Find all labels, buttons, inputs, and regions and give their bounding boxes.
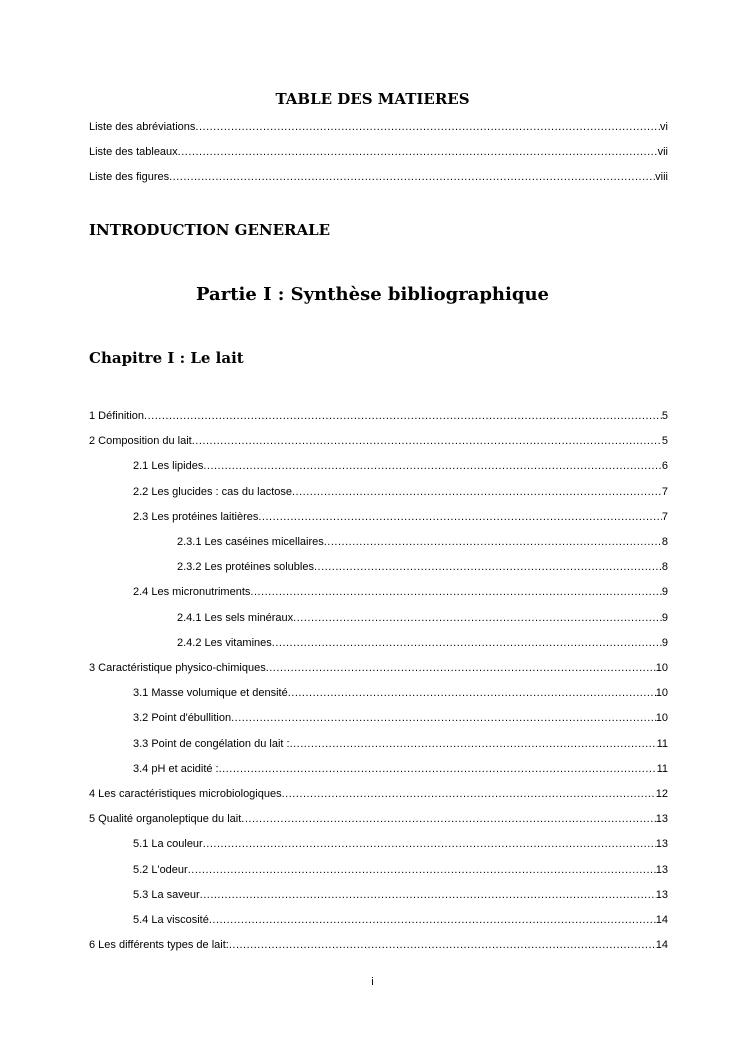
toc-entry-page: vii — [657, 146, 668, 158]
toc-entry[interactable] — [133, 837, 668, 851]
intro-heading: INTRODUCTION GENERALE — [89, 221, 331, 239]
toc-entry-label: 1 Définition — [89, 410, 145, 422]
toc-entry-label: 2.4 Les micronutriments — [133, 586, 251, 599]
toc-entry[interactable] — [89, 434, 668, 448]
toc-entry-page: 8 — [661, 561, 668, 574]
toc-entry[interactable] — [89, 812, 668, 826]
toc-entry[interactable] — [177, 611, 668, 625]
toc-entry[interactable] — [89, 145, 668, 159]
toc-entry[interactable] — [177, 535, 668, 549]
toc-entry[interactable] — [133, 737, 668, 751]
toc-entry-page: 6 — [661, 460, 668, 473]
toc-entry-page: 13 — [655, 888, 668, 901]
toc-entry-label: 6 Les différents types de lait: — [89, 939, 229, 952]
toc-entry-label: 5.1 La couleur — [133, 838, 203, 851]
chapter-heading: Chapitre I : Le lait — [89, 349, 244, 367]
toc-entry-label: 3.1 Masse volumique et densité — [133, 687, 288, 700]
dot-leader — [258, 510, 662, 524]
toc-entry[interactable] — [89, 661, 668, 675]
toc-entry[interactable] — [89, 409, 668, 423]
dot-leader — [192, 434, 662, 448]
toc-entry-label: 2.3.2 Les protéines solubles — [177, 561, 314, 574]
toc-entry-page: 10 — [655, 687, 668, 700]
toc-entry-page: 11 — [656, 762, 668, 775]
dot-leader — [250, 585, 661, 599]
dot-leader — [169, 170, 655, 184]
dot-leader — [144, 409, 662, 423]
toc-entry[interactable] — [133, 485, 668, 499]
toc-entry-page: 10 — [655, 712, 668, 725]
toc-entry-label: 3.3 Point de congélation du lait : — [133, 737, 290, 750]
dot-leader — [288, 686, 656, 700]
toc-entry-page: 14 — [655, 914, 668, 926]
toc-entry-page: viii — [655, 171, 668, 183]
toc-entry-label: 5.2 L'odeur — [133, 863, 188, 876]
dot-leader — [324, 535, 662, 549]
toc-entry-label: 2.2 Les glucides : cas du lactose — [133, 485, 292, 498]
dot-leader — [231, 711, 656, 725]
toc-entry-page: 13 — [655, 838, 668, 851]
toc-entry-page: 13 — [655, 813, 668, 826]
dot-leader — [188, 863, 656, 877]
toc-entry-label: 2.3.1 Les caséines micellaires — [177, 536, 324, 548]
toc-entry-page: 5 — [661, 410, 668, 422]
dot-leader — [219, 762, 657, 776]
dot-leader — [290, 737, 657, 751]
dot-leader — [314, 560, 662, 574]
toc-entry[interactable] — [89, 170, 668, 184]
toc-entry-page: 9 — [661, 636, 668, 649]
toc-entry-label: 5.4 La viscosité — [133, 914, 209, 926]
toc-entry-label: 3.4 pH et acidité : — [133, 762, 219, 775]
toc-entry-label: 2.1 Les lipides — [133, 460, 204, 473]
dot-leader — [200, 888, 656, 902]
toc-entry-page: 8 — [661, 536, 668, 548]
toc-entry-page: 11 — [656, 737, 668, 750]
toc-entry-label: 2 Composition du lait — [89, 435, 192, 448]
toc-entry[interactable] — [133, 762, 668, 776]
toc-entry[interactable] — [133, 510, 668, 524]
dot-leader — [241, 812, 655, 826]
dot-leader — [272, 636, 662, 650]
part-heading: Partie I : Synthèse bibliographique — [196, 284, 549, 305]
toc-entry[interactable] — [89, 938, 668, 952]
toc-entry-page: 14 — [655, 939, 668, 952]
toc-entry[interactable] — [177, 636, 668, 650]
toc-entry-label: 2.3 Les protéines laitières — [133, 510, 259, 523]
toc-entry[interactable] — [177, 560, 668, 574]
toc-entry-label: Liste des figures — [89, 171, 170, 183]
toc-entry-label: Liste des tableaux — [89, 146, 178, 158]
toc-entry-page: 9 — [661, 611, 668, 624]
toc-entry-page: 5 — [661, 435, 668, 448]
dot-leader — [203, 459, 662, 473]
toc-entry-page: 9 — [661, 586, 668, 599]
toc-entry[interactable] — [133, 888, 668, 902]
toc-entry-label: 2.4.1 Les sels minéraux — [177, 611, 294, 624]
page-number: i — [371, 976, 374, 988]
toc-entry[interactable] — [133, 913, 668, 927]
toc-entry[interactable] — [133, 863, 668, 877]
dot-leader — [203, 837, 656, 851]
toc-entry-page: vi — [660, 121, 668, 133]
toc-entry[interactable] — [89, 787, 668, 801]
toc-entry-label: 3 Caractéristique physico-chimiques — [89, 662, 266, 674]
dot-leader — [292, 485, 662, 499]
toc-entry-label: 2.4.2 Les vitamines — [177, 636, 272, 649]
toc-entry-label: 3.2 Point d'ébullition — [133, 712, 232, 725]
dot-leader — [209, 913, 656, 927]
toc-entry-page: 7 — [661, 485, 668, 498]
toc-entry-label: 5 Qualité organoleptique du lait — [89, 813, 242, 826]
toc-entry[interactable] — [133, 459, 668, 473]
toc-entry[interactable] — [133, 711, 668, 725]
toc-entry-label: 5.3 La saveur — [133, 888, 200, 901]
dot-leader — [282, 787, 656, 801]
toc-entry[interactable] — [89, 120, 668, 134]
toc-entry-page: 7 — [661, 510, 668, 523]
dot-leader — [266, 661, 656, 675]
toc-entry-page: 12 — [655, 788, 668, 800]
toc-entry-page: 10 — [655, 662, 668, 674]
toc-entry[interactable] — [133, 585, 668, 599]
toc-entry-label: 4 Les caractéristiques microbiologiques — [89, 788, 282, 800]
dot-leader — [195, 120, 660, 134]
toc-title: TABLE DES MATIERES — [275, 90, 470, 108]
toc-entry[interactable] — [133, 686, 668, 700]
dot-leader — [178, 145, 658, 159]
toc-entry-page: 13 — [655, 863, 668, 876]
dot-leader — [229, 938, 656, 952]
toc-entry-label: Liste des abréviations — [89, 121, 196, 133]
dot-leader — [293, 611, 662, 625]
